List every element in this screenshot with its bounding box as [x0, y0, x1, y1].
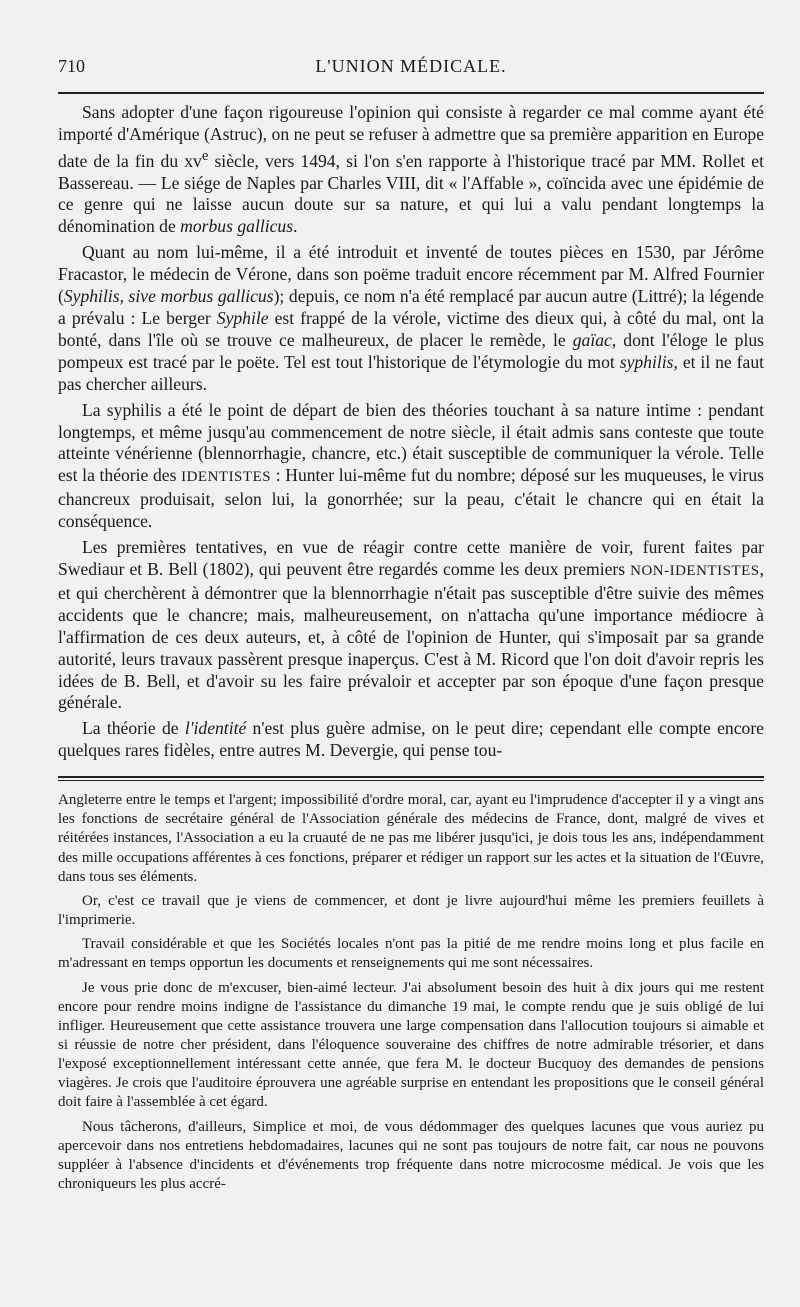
paragraph: Quant au nom lui-même, il a été introduit et inventé de toutes pièces en 1530, par Jérôme Fracastor, le médecin de Vérone, dans son poëme traduit encore récemment par M. Alfred Fournier (Syphilis, sive morbus gallicus); depuis, ce nom n'a été remplacé par aucun autre (Littré); la légende a prévalu : Le berger Syphile est frappé de la vérole, victime des dieux qui, à côté du mal, ont la bonté, dans l'île où se trouve ce malheureux, de placer le remède, le gaïac, dont l'éloge le plus pompeux est tracé par le poëte. Tel est tout l'historique de l'étymologie du mot syphilis, et il ne faut pas chercher ailleurs. — [58, 242, 765, 394]
footnote-paragraph: Angleterre entre le temps et l'argent; impossibilité d'ordre moral, car, ayant eu l'imprudence d'accepter il y a vingt ans les fonctions de secrétaire général de l'Association générale des médecins de France, dont, malgré de vives et réitérées instances, l'Association a eu la cruauté de ne pas me libérer jusqu'ici, je dois tous les ans, indépendamment des mille occupations afférentes à ces fonctions, préparer et rédiger un rapport sur les actes et la situation de l'Œuvre, dans tous ses éléments. — [58, 792, 764, 885]
footnote-paragraph: Nous tâcherons, d'ailleurs, Simplice et moi, de vous dédommager des quelques lacunes que vous auriez pu apercevoir dans nos entretiens hebdomadaires, lacunes qui ne sont pas toujours de notre fait, car nous ne pouvons suppléer à l'absence d'incidents et d'événements trop fréquente dans notre microcosme médical. Je vois que les chroniqueurs les plus accré- — [58, 1118, 764, 1193]
header-rule — [58, 92, 764, 94]
paragraph: La syphilis a été le point de départ de bien des théories touchant à sa nature intime : pendant longtemps, et même jusqu'au commencement de notre siècle, il était admis sans conteste que toute atteinte vénérienne (blennorrhagie, chancre, etc.) était susceptible de communiquer la vérole. Telle est la théorie des IDENTISTES : Hunter lui-même fut du nombre; déposé sur les muqueuses, le virus chancreux produisait, selon lui, la gonorrhée; sur la peau, c'était le chancre qui en était la conséquence. — [58, 399, 764, 532]
footnote-paragraph: Je vous prie donc de m'excuser, bien-aimé lecteur. J'ai absolument besoin des huit à dix jours qui me restent encore pour rendre moins indigne de l'assistance du dimanche 19 mai, le compte rendu que je suis obligé de lui infliger. Heureusement que cette assistance trouvera une large compensation dans l'allocution toujours si aimable et si réussie de notre cher président, dans l'éloquence souveraine des chiffres de notre admirable trésorier, et dans l'exposé exceptionnellement intéressant cette année, que fera M. le docteur Bucquoy des demandes de pensions viagères. Je crois que l'auditoire éprouvera une agréable surprise en entendant les propositions que le conseil général doit faire à l'assemblée à cet égard. — [58, 979, 764, 1111]
paragraph: Sans adopter d'une façon rigoureuse l'opinion qui consiste à regarder ce mal comme ayant été importé d'Amérique (Astruc), on ne peut se refuser à admettre que sa première apparition en Europe date de la fin du $xv^e$ siècle, vers 1494, si l'on s'en rapporte à l'historique tracé par MM. Rollet et Bassereau. — Le siége de Naples par Charles VIII, dit « l'Affable », coïncida avec une épidémie de ce genre qui ne laisse aucun doute sur sa nature, et qui lui a valu pendant longtemps la dénomination de morbus gallicus. — [58, 102, 764, 237]
main-text — [58, 102, 764, 762]
page-number: 710 — [58, 56, 85, 76]
footnote-paragraph: Or, c'est ce travail que je viens de commencer, et dont je livre aujourd'hui même les premiers feuillets à l'imprimerie. — [58, 892, 764, 929]
footnote-rule-thin — [58, 780, 764, 781]
footnote-rule — [58, 776, 764, 778]
footnote-paragraph: Travail considérable et que les Sociétés locales n'ont pas la pitié de me rendre moins long et plus facile en m'adressant en temps opportun les documents et renseignements qui me sont nécessaires. — [58, 936, 764, 972]
footnote-text — [58, 791, 764, 1194]
running-header — [58, 56, 764, 86]
paragraph: La théorie de l'identité n'est plus guère admise, on le peut dire; cependant elle compte encore quelques rares fidèles, entre autres M. Devergie, qui pense tou- — [58, 718, 764, 761]
running-title: L'UNION MÉDICALE. — [315, 56, 507, 76]
paragraph: Les premières tentatives, en vue de réagir contre cette manière de voir, furent faites par Swediaur et B. Bell (1802), qui peuvent être regardés comme les deux premiers NON-IDENTISTES, et qui cherchèrent à démontrer que la blennorrhagie n'était pas susceptible d'être suivie des mêmes accidents que le chancre; mais, malheureusement, on n'attacha qu'une importance médiocre à l'affirmation de ces deux auteurs, et, à côté de l'opinion de Hunter, qui s'imposait par sa grande autorité, leurs travaux passèrent presque inaperçus. C'est à M. Ricord que l'on doit d'avoir repris les idées de B. Bell, et d'avoir su les faire prévaloir et accepter par son époque d'une façon presque générale. — [58, 537, 764, 713]
